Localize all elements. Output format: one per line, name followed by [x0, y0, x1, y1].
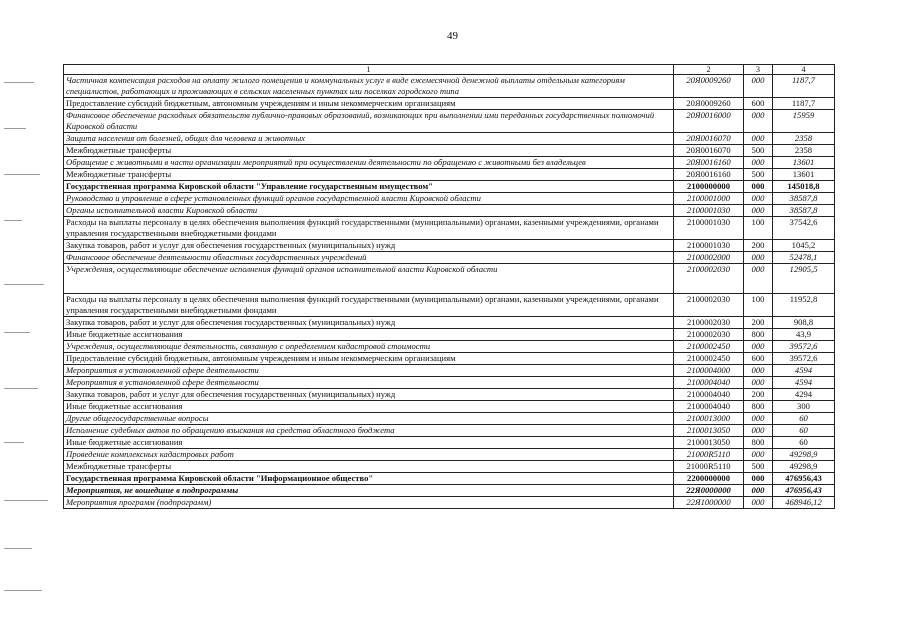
row-sum-cell: 476956,43: [773, 473, 835, 485]
table-row: [64, 75, 835, 98]
row-sum-cell: 4594: [773, 377, 835, 389]
row-name-cell: Мероприятия программ (подпрограмм): [64, 497, 674, 509]
table-row: [64, 377, 835, 389]
row-kvr-cell: 000: [744, 181, 773, 193]
table-header-row: [64, 65, 835, 75]
row-kvr-cell: 100: [744, 294, 773, 317]
table-row: [64, 240, 835, 252]
row-kvr-cell: 000: [744, 485, 773, 497]
row-kvr-cell: 000: [744, 157, 773, 169]
header-col-sum: 4: [773, 65, 835, 75]
row-kvr-cell: 600: [744, 353, 773, 365]
row-code-cell: 20Я0016160: [674, 157, 744, 169]
row-sum-cell: 39572,6: [773, 341, 835, 353]
row-code-cell: 2100000000: [674, 181, 744, 193]
table-row: [64, 353, 835, 365]
row-sum-cell: 15959: [773, 110, 835, 133]
row-name-cell: Частичная компенсация расходов на оплату жилого помещения и коммунальных услуг в виде ежемесячной денежной выплаты отдельным категориям специалистов, работающих и проживающих в сельских населенных пунктах или поселках городского типа: [64, 75, 674, 98]
row-code-cell: 20Я0009260: [674, 98, 744, 110]
row-name-cell: Закупка товаров, работ и услуг для обеспечения государственных (муниципальных) нужд: [64, 317, 674, 329]
row-kvr-cell: 000: [744, 133, 773, 145]
row-sum-cell: 37542,6: [773, 217, 835, 240]
row-code-cell: 2100002030: [674, 329, 744, 341]
row-sum-cell: 11952,8: [773, 294, 835, 317]
budget-table: [63, 64, 835, 509]
row-sum-cell: 60: [773, 425, 835, 437]
table-row: [64, 365, 835, 377]
row-sum-cell: 12905,5: [773, 264, 835, 294]
row-name-cell: Органы исполнительной власти Кировской области: [64, 205, 674, 217]
row-code-cell: 20Я0016000: [674, 110, 744, 133]
row-sum-cell: 145018,8: [773, 181, 835, 193]
table-row: [64, 110, 835, 133]
table-row: [64, 449, 835, 461]
row-kvr-cell: 000: [744, 341, 773, 353]
row-code-cell: 2100002450: [674, 353, 744, 365]
row-sum-cell: 38587,8: [773, 205, 835, 217]
table-row: [64, 193, 835, 205]
row-code-cell: 20Я0009260: [674, 75, 744, 98]
row-code-cell: 21000R5110: [674, 449, 744, 461]
row-name-cell: Межбюджетные трансферты: [64, 145, 674, 157]
table-body: [64, 75, 835, 509]
row-code-cell: 21000R5110: [674, 461, 744, 473]
row-name-cell: Межбюджетные трансферты: [64, 169, 674, 181]
table-row: [64, 317, 835, 329]
row-code-cell: 2100004000: [674, 365, 744, 377]
table-row: [64, 437, 835, 449]
row-name-cell: Защита населения от болезней, общих для человека и животных: [64, 133, 674, 145]
row-kvr-cell: 000: [744, 377, 773, 389]
row-name-cell: Государственная программа Кировской области "Информационное общество": [64, 473, 674, 485]
row-sum-cell: 4294: [773, 389, 835, 401]
row-name-cell: Мероприятия, не вошедшие в подпрограммы: [64, 485, 674, 497]
table-row: [64, 497, 835, 509]
row-sum-cell: 38587,8: [773, 193, 835, 205]
row-code-cell: 2200000000: [674, 473, 744, 485]
table-row: [64, 98, 835, 110]
row-name-cell: Иные бюджетные ассигнования: [64, 437, 674, 449]
page-number: 49: [447, 30, 458, 42]
row-name-cell: Финансовое обеспечение деятельности областных государственных учреждений: [64, 252, 674, 264]
table-row: [64, 329, 835, 341]
header-col-kvr: 3: [744, 65, 773, 75]
row-code-cell: 2100001000: [674, 193, 744, 205]
row-sum-cell: 1045,2: [773, 240, 835, 252]
table-row: [64, 485, 835, 497]
table-row: [64, 157, 835, 169]
row-sum-cell: 49298,9: [773, 461, 835, 473]
table-row: [64, 425, 835, 437]
row-name-cell: Проведение комплексных кадастровых работ: [64, 449, 674, 461]
row-sum-cell: 476956,43: [773, 485, 835, 497]
table-row: [64, 413, 835, 425]
table-row: [64, 341, 835, 353]
row-kvr-cell: 000: [744, 252, 773, 264]
row-kvr-cell: 000: [744, 75, 773, 98]
row-kvr-cell: 000: [744, 264, 773, 294]
row-name-cell: Предоставление субсидий бюджетным, автономным учреждениям и иным некоммерческим организациям: [64, 353, 674, 365]
row-kvr-cell: 000: [744, 205, 773, 217]
table-row: [64, 252, 835, 264]
row-code-cell: 20Я0016070: [674, 145, 744, 157]
row-kvr-cell: 000: [744, 110, 773, 133]
table-row: [64, 294, 835, 317]
row-kvr-cell: 500: [744, 145, 773, 157]
table-row: [64, 264, 835, 294]
header-col-name: 1: [64, 65, 674, 75]
row-sum-cell: 2358: [773, 133, 835, 145]
row-name-cell: Финансовое обеспечение расходных обязательств публично-правовых образований, возникающих при выполнении ими переданных государственных полномочий Кировской области: [64, 110, 674, 133]
row-sum-cell: 468946,12: [773, 497, 835, 509]
row-sum-cell: 49298,9: [773, 449, 835, 461]
row-code-cell: 2100001030: [674, 205, 744, 217]
row-code-cell: 22Я0000000: [674, 485, 744, 497]
row-kvr-cell: 000: [744, 497, 773, 509]
row-code-cell: 2100001030: [674, 240, 744, 252]
row-code-cell: 2100002450: [674, 341, 744, 353]
row-name-cell: Обращение с животными в части организации мероприятий при осуществлении деятельности по обращению с животными без владельцев: [64, 157, 674, 169]
row-sum-cell: 60: [773, 413, 835, 425]
row-sum-cell: 1187,7: [773, 98, 835, 110]
row-code-cell: 2100004040: [674, 377, 744, 389]
row-code-cell: 2100004040: [674, 389, 744, 401]
scan-margin-marks: [4, 70, 56, 615]
row-name-cell: Государственная программа Кировской области "Управление государственным имуществом": [64, 181, 674, 193]
row-code-cell: 22Я1000000: [674, 497, 744, 509]
row-kvr-cell: 000: [744, 425, 773, 437]
row-code-cell: 2100002030: [674, 264, 744, 294]
row-code-cell: 20Я0016070: [674, 133, 744, 145]
row-kvr-cell: 800: [744, 437, 773, 449]
table-row: [64, 217, 835, 240]
row-kvr-cell: 000: [744, 193, 773, 205]
table-row: [64, 181, 835, 193]
table-row: [64, 461, 835, 473]
row-name-cell: Иные бюджетные ассигнования: [64, 401, 674, 413]
row-name-cell: Исполнение судебных актов по обращению взыскания на средства областного бюджета: [64, 425, 674, 437]
table-row: [64, 473, 835, 485]
row-name-cell: Межбюджетные трансферты: [64, 461, 674, 473]
row-sum-cell: 4594: [773, 365, 835, 377]
table-row: [64, 401, 835, 413]
table-row: [64, 145, 835, 157]
row-name-cell: Предоставление субсидий бюджетным, автономным учреждениям и иным некоммерческим организациям: [64, 98, 674, 110]
row-kvr-cell: 000: [744, 413, 773, 425]
row-name-cell: Мероприятия в установленной сфере деятельности: [64, 377, 674, 389]
row-sum-cell: 1187,7: [773, 75, 835, 98]
row-name-cell: Расходы на выплаты персоналу в целях обеспечения выполнения функций государственными (муниципальными) органами, казенными учреждениями, органами управления государственными внебюджетными фондами: [64, 217, 674, 240]
row-code-cell: 2100013000: [674, 413, 744, 425]
row-kvr-cell: 000: [744, 365, 773, 377]
table-row: [64, 169, 835, 181]
row-name-cell: Закупка товаров, работ и услуг для обеспечения государственных (муниципальных) нужд: [64, 389, 674, 401]
row-kvr-cell: 200: [744, 317, 773, 329]
row-code-cell: 2100004040: [674, 401, 744, 413]
row-code-cell: 2100002030: [674, 294, 744, 317]
row-code-cell: 20Я0016160: [674, 169, 744, 181]
row-name-cell: Закупка товаров, работ и услуг для обеспечения государственных (муниципальных) нужд: [64, 240, 674, 252]
table-row: [64, 133, 835, 145]
row-sum-cell: 60: [773, 437, 835, 449]
row-name-cell: Мероприятия в установленной сфере деятельности: [64, 365, 674, 377]
row-sum-cell: 13601: [773, 169, 835, 181]
table-row: [64, 389, 835, 401]
row-sum-cell: 13601: [773, 157, 835, 169]
row-sum-cell: 2358: [773, 145, 835, 157]
row-name-cell: Другие общегосударственные вопросы: [64, 413, 674, 425]
row-name-cell: Иные бюджетные ассигнования: [64, 329, 674, 341]
header-col-code: 2: [674, 65, 744, 75]
row-kvr-cell: 800: [744, 329, 773, 341]
row-code-cell: 2100013050: [674, 437, 744, 449]
row-kvr-cell: 000: [744, 449, 773, 461]
row-kvr-cell: 200: [744, 389, 773, 401]
row-kvr-cell: 500: [744, 461, 773, 473]
row-name-cell: Расходы на выплаты персоналу в целях обеспечения выполнения функций государственными (муниципальными) органами, казенными учреждениями, органами управления государственными внебюджетными фондами: [64, 294, 674, 317]
row-name-cell: Учреждения, осуществляющие деятельность, связанную с определением кадастровой стоимости: [64, 341, 674, 353]
row-name-cell: Учреждения, осуществляющие обеспечение исполнения функций органов исполнительной власти Кировской области: [64, 264, 674, 294]
row-name-cell: Руководство и управление в сфере установленных функций органов государственной власти Кировской области: [64, 193, 674, 205]
row-code-cell: 2100002000: [674, 252, 744, 264]
row-sum-cell: 300: [773, 401, 835, 413]
row-sum-cell: 908,8: [773, 317, 835, 329]
row-kvr-cell: 000: [744, 473, 773, 485]
row-kvr-cell: 600: [744, 98, 773, 110]
row-kvr-cell: 200: [744, 240, 773, 252]
row-kvr-cell: 800: [744, 401, 773, 413]
row-sum-cell: 52478,1: [773, 252, 835, 264]
row-sum-cell: 39572,6: [773, 353, 835, 365]
row-kvr-cell: 100: [744, 217, 773, 240]
row-code-cell: 2100013050: [674, 425, 744, 437]
row-code-cell: 2100001030: [674, 217, 744, 240]
row-code-cell: 2100002030: [674, 317, 744, 329]
row-sum-cell: 43,9: [773, 329, 835, 341]
table-row: [64, 205, 835, 217]
row-kvr-cell: 500: [744, 169, 773, 181]
